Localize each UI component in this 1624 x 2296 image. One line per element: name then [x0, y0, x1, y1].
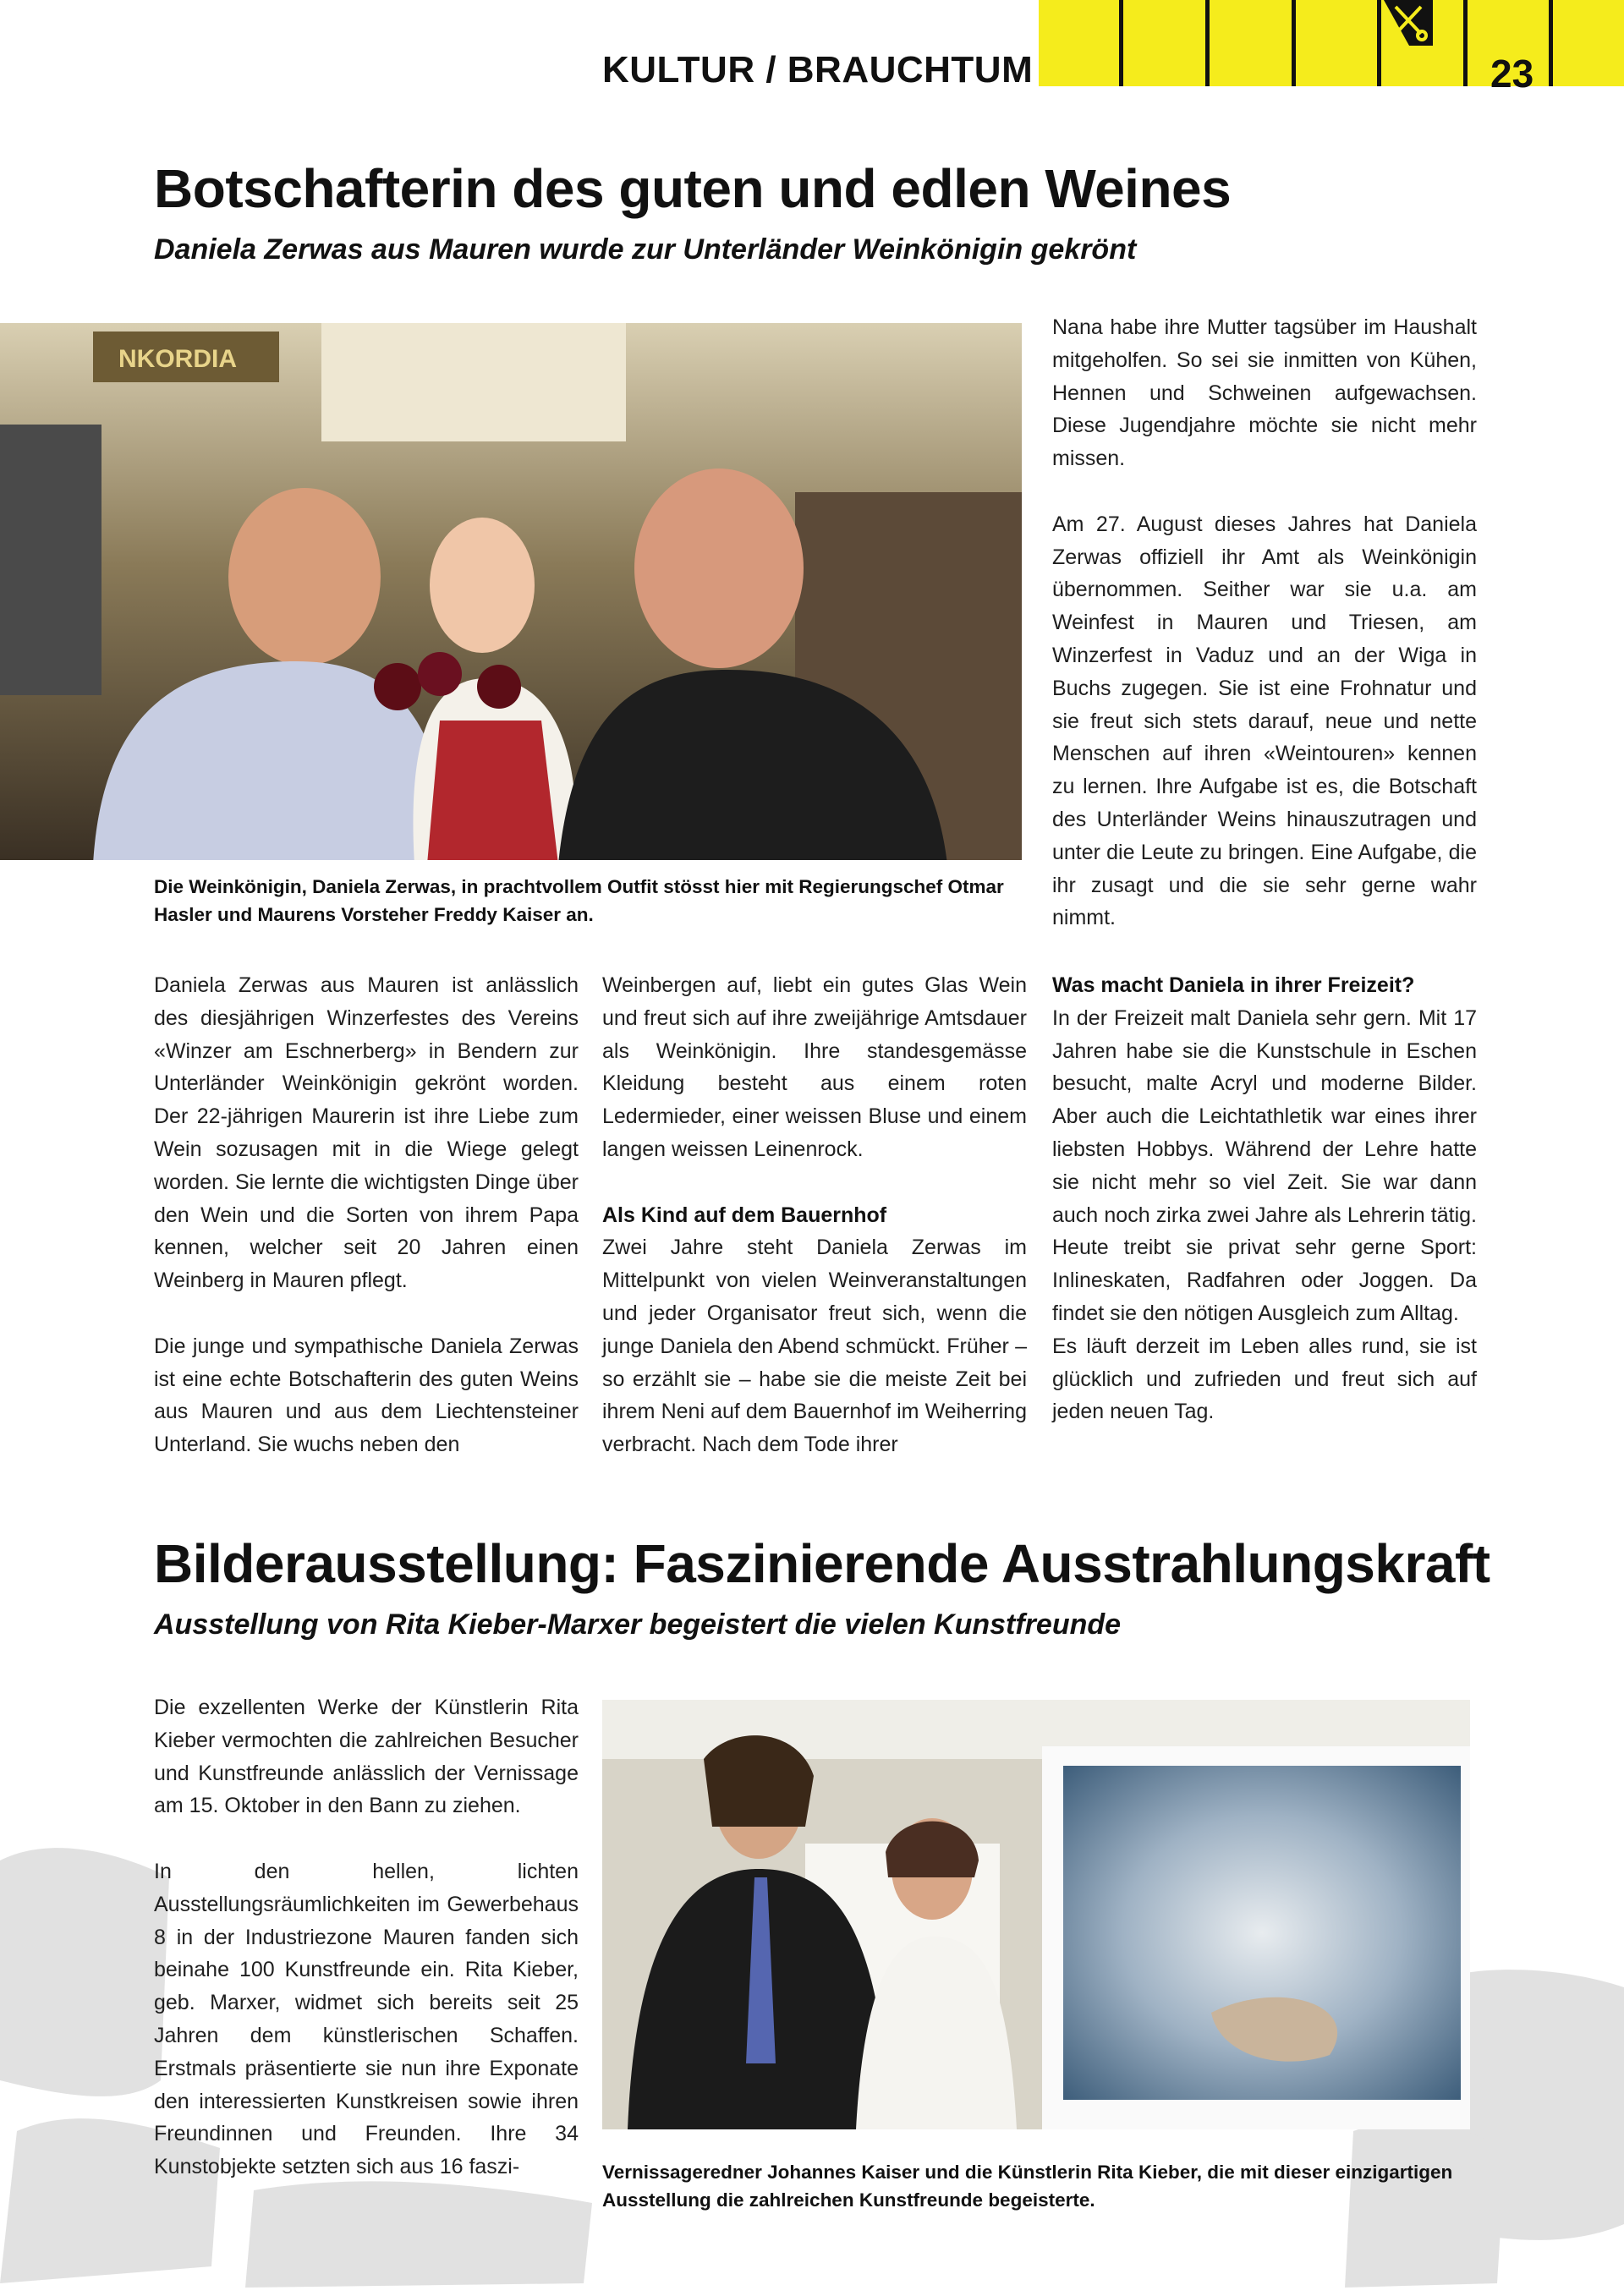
paragraph: Die exzellenten Werke der Künstlerin Rita Kieber vermochten die zahlreichen Besucher und Kunstfreunde anlässlich der Vernissage am 15. Oktober in den Bann zu ziehen. [154, 1696, 579, 1818]
article-title: Botschafterin des guten und edlen Weines [154, 158, 1232, 219]
paragraph: Die junge und sympathische Daniela Zerwas ist eine echte Botschafterin des guten Weins aus Mauren und aus dem Liechtensteiner Unterland. Sie wuchs neben den [154, 1334, 579, 1457]
article-title: Bilderausstellung: Faszinierende Ausstrahlungskraft [154, 1533, 1490, 1594]
section-heading: Was macht Daniela in ihrer Freizeit? [1052, 973, 1415, 997]
paragraph: Weinbergen auf, liebt ein gutes Glas Wein und freut sich auf ihre zweijährige Amtsdauer als Weinkönigin. Ihre standesgemässe Kleidung besteht aus einem roten Ledermieder, einer weissen Bluse und einem langen weissen Leinenrock. [602, 973, 1027, 1161]
paragraph: In der Freizeit malt Daniela sehr gern. Mit 17 Jahren habe sie die Kunstschule in Eschen besucht, malte Acryl und moderne Bilder. Aber auch die Leichtathletik war eines ihrer liebsten Hobbys. Während der Lehre hatte sie nicht mehr so viel Zeit. Sie war dann auch noch zirka zwei Jahre als Lehrerin tätig. Heute treibt sie privat sehr gerne Sport: Inlineskaten, Radfahren oder Joggen. Da findet sie den nötigen Ausgleich zum Alltag. [1052, 1006, 1477, 1325]
section-label: KULTUR / BRAUCHTUM [602, 49, 1034, 90]
paragraph: Am 27. August dieses Jahres hat Daniela Zerwas offiziell ihr Amt als Weinkönigin übernommen. Seither war sie u.a. am Weinfest in Mauren und Triesen, am Winzerfest in Vaduz und an der Wiga in Buchs zugegen. Sie ist eine Frohnatur und sie freut sich stets darauf, neue und nette Menschen auf ihren «Weintouren» kennen zu lernen. Ihre Aufgabe ist es, die Botschaft des Unterländer Weins hinauszutragen und unter die Leute zu bringen. Eine Aufgabe, die ihr zusagt und die sie sehr gerne wahr nimmt. [1052, 512, 1477, 930]
article1-column-1 [154, 969, 579, 1461]
paragraph: In den hellen, lichten Ausstellungsräumlichkeiten im Gewerbehaus 8 in der Industriezone Mauren fanden sich beinahe 100 Kunstfreunde ein. Rita Kieber, geb. Marxer, widmet sich bereits seit 25 Jahren dem künstlerischen Schaffen. Erstmals präsentierte sie nun ihre Exponate den interessierten Kunstkreisen sowie ihren Freundinnen und Freunden. Ihre 34 Kunstobjekte setzten sich aus 16 faszi- [154, 1859, 579, 2179]
article-subtitle: Ausstellung von Rita Kieber-Marxer begeistert die vielen Kunstfreunde [154, 1608, 1122, 1641]
paragraph: Daniela Zerwas aus Mauren ist anlässlich des diesjährigen Winzerfestes des Vereins «Winzer am Eschnerberg» in Bendern zur Unterländer Weinkönigin gekrönt worden. Der 22-jährigen Maurerin ist ihre Liebe zum Wein sozusagen mit in die Wiege gelegt worden. Sie lernte die wichtigsten Dinge über den Wein und die Sorten von ihrem Papa kennen, welcher seit 20 Jahren einen Weinberg in Mauren pflegt. [154, 973, 579, 1293]
paragraph: Nana habe ihre Mutter tagsüber im Haushalt mitgeholfen. So sei sie inmitten von Kühen, Hennen und Schweinen aufgewachsen. Diese Jugendjahre möchte sie nicht mehr missen. [1052, 315, 1477, 471]
paragraph: Es läuft derzeit im Leben alles rund, sie ist glücklich und zufrieden und freut sich auf jeden neuen Tag. [1052, 1334, 1477, 1424]
coat-of-arms-icon [1384, 0, 1433, 46]
wine-queen-photo [0, 323, 1022, 860]
header-accent-bar [1039, 0, 1624, 86]
article1-column-right [1052, 311, 1477, 934]
article-subtitle: Daniela Zerwas aus Mauren wurde zur Unterländer Weinkönigin gekrönt [154, 233, 1137, 266]
article1-column-3 [1052, 969, 1477, 1428]
page-number: 23 [1490, 52, 1534, 96]
photo-banner-text: NKORDIA [118, 345, 237, 373]
section-heading: Als Kind auf dem Bauernhof [602, 1203, 887, 1227]
photo-caption: Die Weinkönigin, Daniela Zerwas, in prachtvollem Outfit stösst hier mit Regierungschef Otmar Hasler und Maurens Vorsteher Freddy Kaiser an. [154, 876, 1004, 925]
article2-column-1 [154, 1691, 579, 2184]
article1-column-2 [602, 969, 1027, 1461]
paragraph: Zwei Jahre steht Daniela Zerwas im Mittelpunkt von vielen Weinveranstaltungen und jeder Organisator freut sich, wenn die junge Daniela den Abend schmückt. Früher – so erzählt sie – habe sie die meiste Zeit bei ihrem Neni auf dem Bauernhof im Weiherring verbracht. Nach dem Tode ihrer [602, 1236, 1027, 1457]
exhibition-photo [602, 1700, 1470, 2129]
photo-caption: Vernissageredner Johannes Kaiser und die Künstlerin Rita Kieber, die mit dieser einzigartigen Ausstellung die zahlreichen Kunstfreunde begeisterte. [602, 2162, 1453, 2211]
